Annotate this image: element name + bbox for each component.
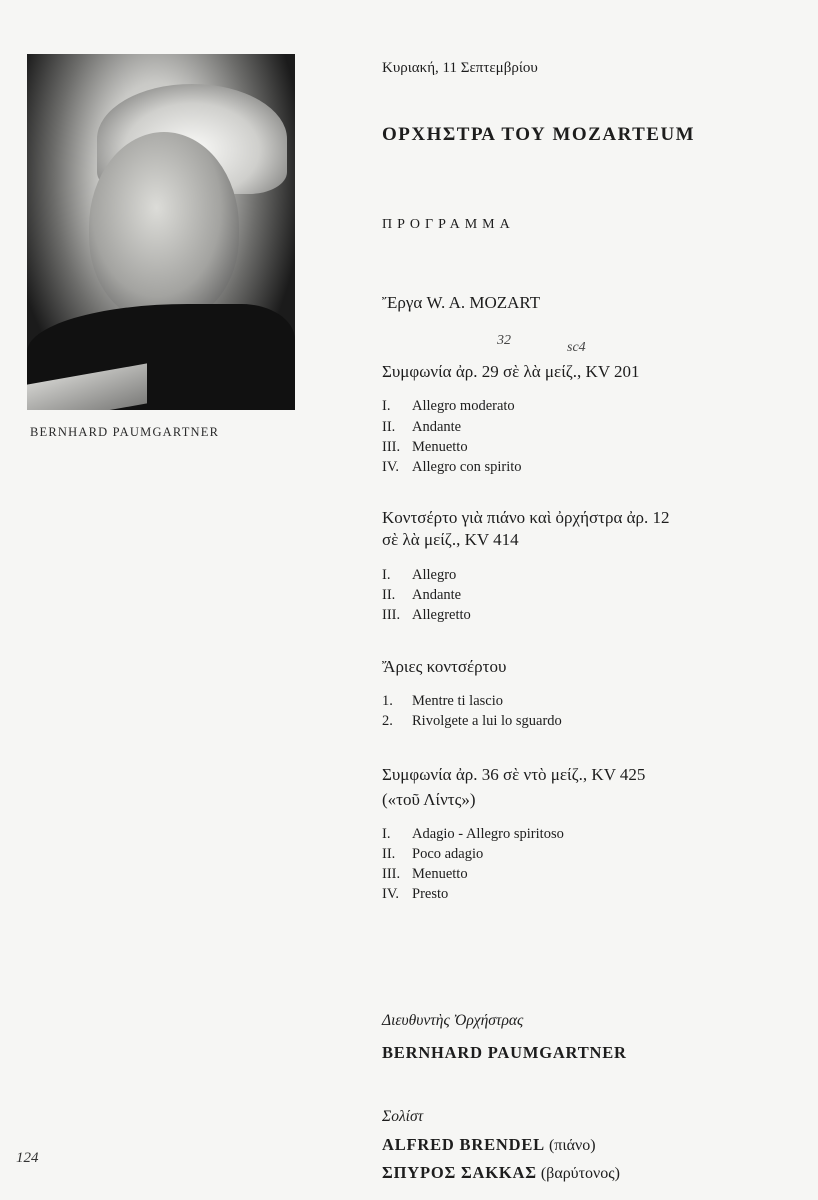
piece-2-movement: II. Andante: [382, 587, 462, 603]
photo-caption: BERNHARD PAUMGARTNER: [30, 425, 220, 439]
piece-2-title: Κοντσέρτο γιὰ πιάνο καὶ ὀρχήστρα ἀρ. 12: [382, 508, 670, 527]
piece-1-movement: III. Menuetto: [382, 439, 468, 455]
concert-date: Κυριακή, 11 Σεπτεμβρίου: [382, 60, 538, 76]
soloist-1: ALFRED BRENDEL (πιάνο): [382, 1135, 596, 1154]
piece-3-movement: 1. Mentre ti lascio: [382, 693, 504, 709]
program-label: ΠΡΟΓΡΑΜΜΑ: [382, 217, 515, 232]
page-number-handwritten: 124: [16, 1150, 39, 1166]
piece-4-movement: II. Poco adagio: [382, 846, 484, 862]
handwritten-note-2: sc4: [567, 340, 586, 355]
piece-1-movement: I. Allegro moderato: [382, 398, 515, 414]
conductor-photo: [27, 54, 295, 410]
piece-3-title: Ἄριες κοντσέρτου: [382, 657, 507, 676]
piece-4-title: Συμφωνία ἀρ. 36 σὲ ντὸ μείζ., KV 425: [382, 765, 646, 784]
piece-2-title-line-2: σὲ λὰ μείζ., KV 414: [382, 530, 519, 549]
piece-4-movement: IV. Presto: [382, 886, 449, 902]
piece-4-movement: I. Adagio - Allegro spiritoso: [382, 826, 564, 842]
soloists-label: Σολίστ: [382, 1108, 424, 1125]
conductor-label: Διευθυντὴς Ὀρχήστρας: [382, 1012, 524, 1029]
piece-4-movement: III. Menuetto: [382, 866, 468, 882]
piece-3-movement: 2. Rivolgete a lui lo sguardo: [382, 713, 562, 729]
piece-2-movement: III. Allegretto: [382, 607, 471, 623]
piece-1-title: Συμφωνία ἀρ. 29 σὲ λὰ μείζ., KV 201: [382, 362, 640, 381]
works-by-heading: Ἔργα W. A. MOZART: [382, 293, 541, 312]
piece-2-movement: I. Allegro: [382, 567, 457, 583]
conductor-name: BERNHARD PAUMGARTNER: [382, 1043, 627, 1062]
soloist-2: ΣΠΥΡΟΣ ΣΑΚΚΑΣ (βαρύτονος): [382, 1163, 620, 1182]
piece-1-movement: IV. Allegro con spirito: [382, 459, 522, 475]
orchestra-title: ΟΡΧΗΣΤΡΑ ΤΟΥ MOZARTEUM: [382, 124, 696, 145]
photo-face-shape: [89, 132, 239, 322]
handwritten-note-1: 32: [497, 333, 511, 348]
piece-4-title-line-2: («τοῦ Λίντς»): [382, 790, 476, 809]
piece-1-movement: II. Andante: [382, 419, 462, 435]
